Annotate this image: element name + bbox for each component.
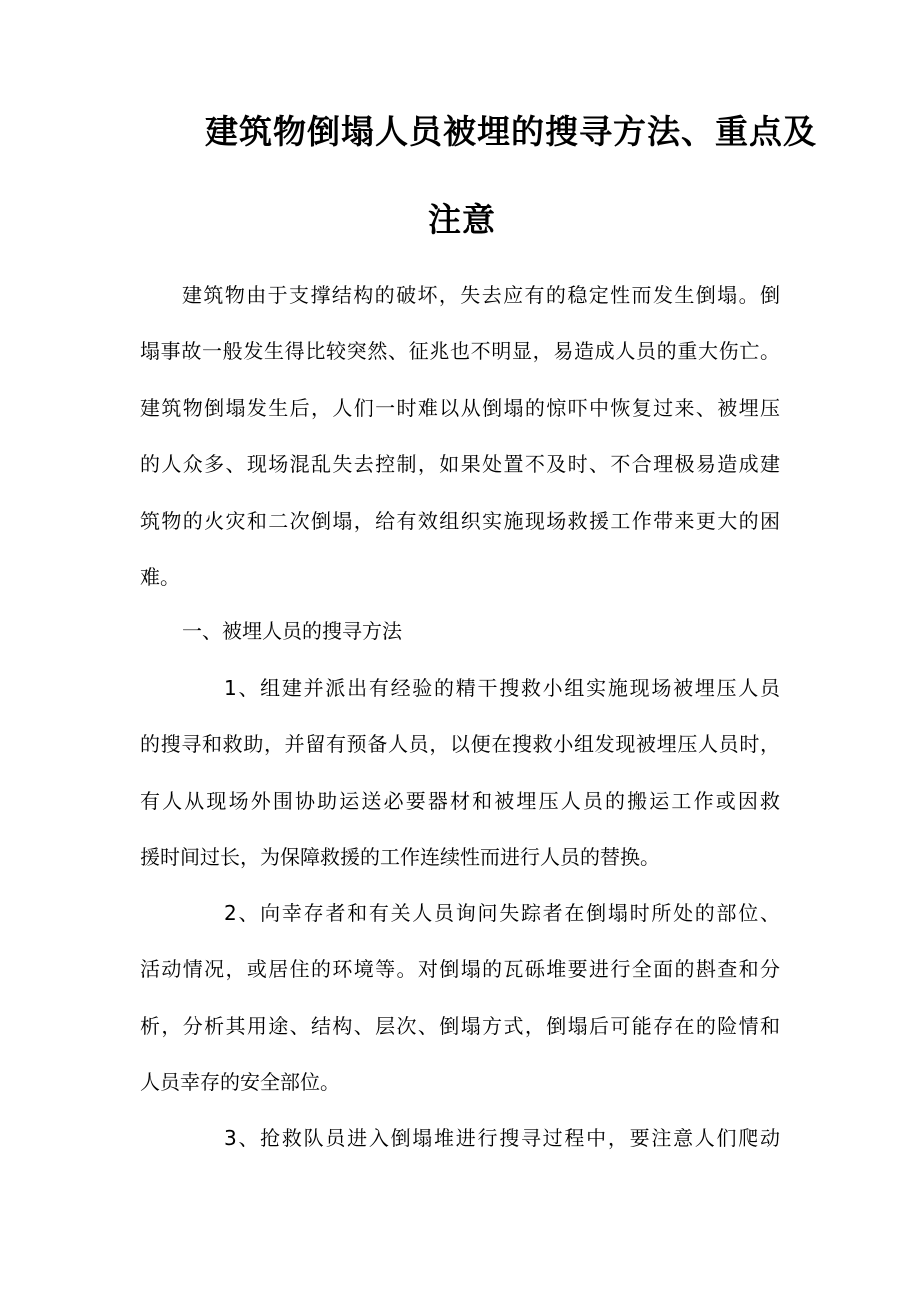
text-line: 筑物的火灾和二次倒塌，给有效组织实施现场救援工作带来更大的困 (140, 509, 780, 533)
text-line: 难。 (140, 565, 180, 589)
text-line: 人员幸存的安全部位。 (140, 1070, 340, 1094)
text-line: 有人从现场外围协助运送必要器材和被埋压人员的搬运工作或因救 (140, 789, 780, 813)
text-line: 1、组建并派出有经验的精干搜救小组实施现场被埋压人员 (224, 676, 780, 700)
text-line: 建筑物由于支撑结构的破坏，失去应有的稳定性而发生倒塌。倒 (182, 283, 780, 307)
section-heading-text: 一、被埋人员的搜寻方法 (182, 619, 402, 643)
text-line: 活动情况，或居住的环境等。对倒塌的瓦砾堆要进行全面的斟查和分 (140, 957, 780, 981)
text-line: 塌事故一般发生得比较突然、征兆也不明显，易造成人员的重大伤亡。 (140, 339, 780, 363)
text-line: 的人众多、现场混乱失去控制，如果处置不及时、不合理极易造成建 (140, 452, 780, 476)
text-line: 建筑物倒塌发生后，人们一时难以从倒塌的惊吓中恢复过来、被埋压 (140, 396, 780, 420)
text-line: 的搜寻和救助，并留有预备人员，以便在搜救小组发现被埋压人员时， (140, 732, 780, 756)
document-title-line-2: 注意 (428, 200, 496, 239)
text-line: 2、向幸存者和有关人员询问失踪者在倒塌时所处的部位、 (224, 901, 780, 925)
document-title-line-1: 建筑物倒塌人员被埋的搜寻方法、重点及 (205, 112, 817, 151)
text-line: 3、抢救队员进入倒塌堆进行搜寻过程中，要注意人们爬动 (224, 1126, 780, 1150)
text-line: 析，分析其用途、结构、层次、倒塌方式，倒塌后可能存在的险情和 (140, 1014, 780, 1038)
text-line: 援时间过长，为保障救援的工作连续性而进行人员的替换。 (140, 845, 660, 869)
